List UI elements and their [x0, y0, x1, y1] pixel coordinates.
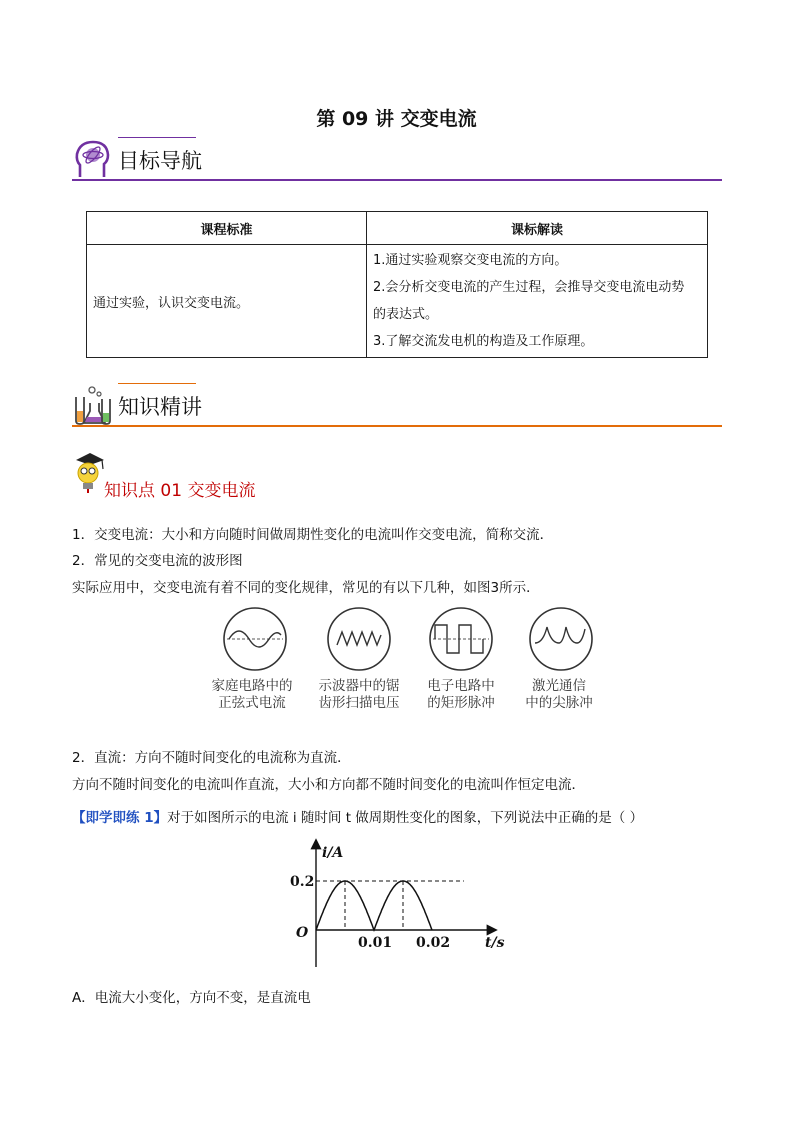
- sine-wave-icon: [224, 608, 286, 670]
- header-bottom-line: [72, 179, 722, 181]
- paragraph: 2．常见的交变电流的波形图: [72, 553, 243, 569]
- square-wave-icon: [430, 608, 492, 670]
- page-title: 第 09 讲 交变电流: [316, 108, 477, 130]
- paragraph: 2．直流：方向不随时间变化的电流称为直流．: [72, 750, 351, 766]
- caption-line: 激光通信: [532, 678, 586, 694]
- section-goal-header: [72, 137, 722, 181]
- paragraph: 1．交变电流：大小和方向随时间做周期性变化的电流叫作交变电流，简称交流．: [72, 527, 554, 543]
- interpretation-line: 的表达式。: [373, 307, 439, 322]
- caption-line: 家庭电路中的: [211, 678, 293, 694]
- x-axis-label: t/s: [485, 935, 505, 951]
- brain-head-icon: [74, 139, 112, 179]
- standards-table: [86, 211, 708, 358]
- caption-line: 的矩形脉冲: [427, 695, 495, 711]
- figure-caption: [204, 678, 300, 712]
- caption-line: 齿形扫描电压: [318, 695, 400, 711]
- table-header-interpretation: 课标解读: [367, 212, 708, 245]
- interpretation-line: 3.了解交流发电机的构造及工作原理。: [373, 334, 594, 349]
- practice-tag: 【即学即练 1】: [72, 810, 168, 826]
- header-top-line: [118, 383, 196, 384]
- section-knowledge-header: [72, 383, 722, 427]
- caption-line: 电子电路中: [427, 678, 495, 694]
- lab-flask-icon: [72, 385, 112, 425]
- caption-line: 中的尖脉冲: [525, 695, 593, 711]
- section-knowledge-title: 知识精讲: [118, 395, 202, 419]
- sawtooth-wave-icon: [328, 608, 390, 670]
- caption-line: 正弦式电流: [218, 695, 286, 711]
- x-tick-label: 0.01: [358, 935, 393, 951]
- figure-caption: [511, 678, 607, 712]
- practice-text: 对于如图所示的电流 i 随时间 t 做周期性变化的图象，下列说法中正确的是（ ）: [167, 810, 644, 826]
- current-curve: [316, 881, 432, 930]
- interpretation-line: 1.通过实验观察交变电流的方向。: [373, 253, 568, 268]
- option-a: A．电流大小变化，方向不变，是直流电: [72, 990, 311, 1006]
- y-tick-label: 0.2: [290, 874, 315, 890]
- header-bottom-line: [72, 425, 722, 427]
- x-tick-label: 0.02: [416, 935, 451, 951]
- figure-caption: [413, 678, 509, 712]
- graduate-bulb-icon: [72, 450, 106, 494]
- practice-question: [72, 806, 643, 826]
- interpretation-line: 2.会分析交变电流的产生过程，会推导交变电流电动势: [373, 280, 685, 295]
- y-axis-label: i/A: [322, 845, 344, 861]
- table-header-standard: 课程标准: [87, 212, 367, 245]
- spike-wave-icon: [530, 608, 592, 670]
- waveform-figures: [221, 605, 593, 675]
- figure-caption: [311, 678, 407, 712]
- paragraph: 方向不随时间变化的电流叫作直流，大小和方向都不随时间变化的电流叫作恒定电流．: [72, 777, 585, 793]
- section-goal-title: 目标导航: [118, 149, 202, 173]
- knowledge-point-title: 知识点 01 交变电流: [104, 481, 256, 501]
- interpretation-cell: [367, 245, 708, 358]
- standard-cell: 通过实验，认识交变电流。: [87, 245, 367, 358]
- header-top-line: [118, 137, 196, 138]
- caption-line: 示波器中的锯: [318, 678, 400, 694]
- current-time-chart: [280, 835, 520, 975]
- paragraph: 实际应用中，交变电流有着不同的变化规律，常见的有以下几种，如图3所示．: [72, 580, 540, 596]
- origin-label: O: [296, 925, 309, 941]
